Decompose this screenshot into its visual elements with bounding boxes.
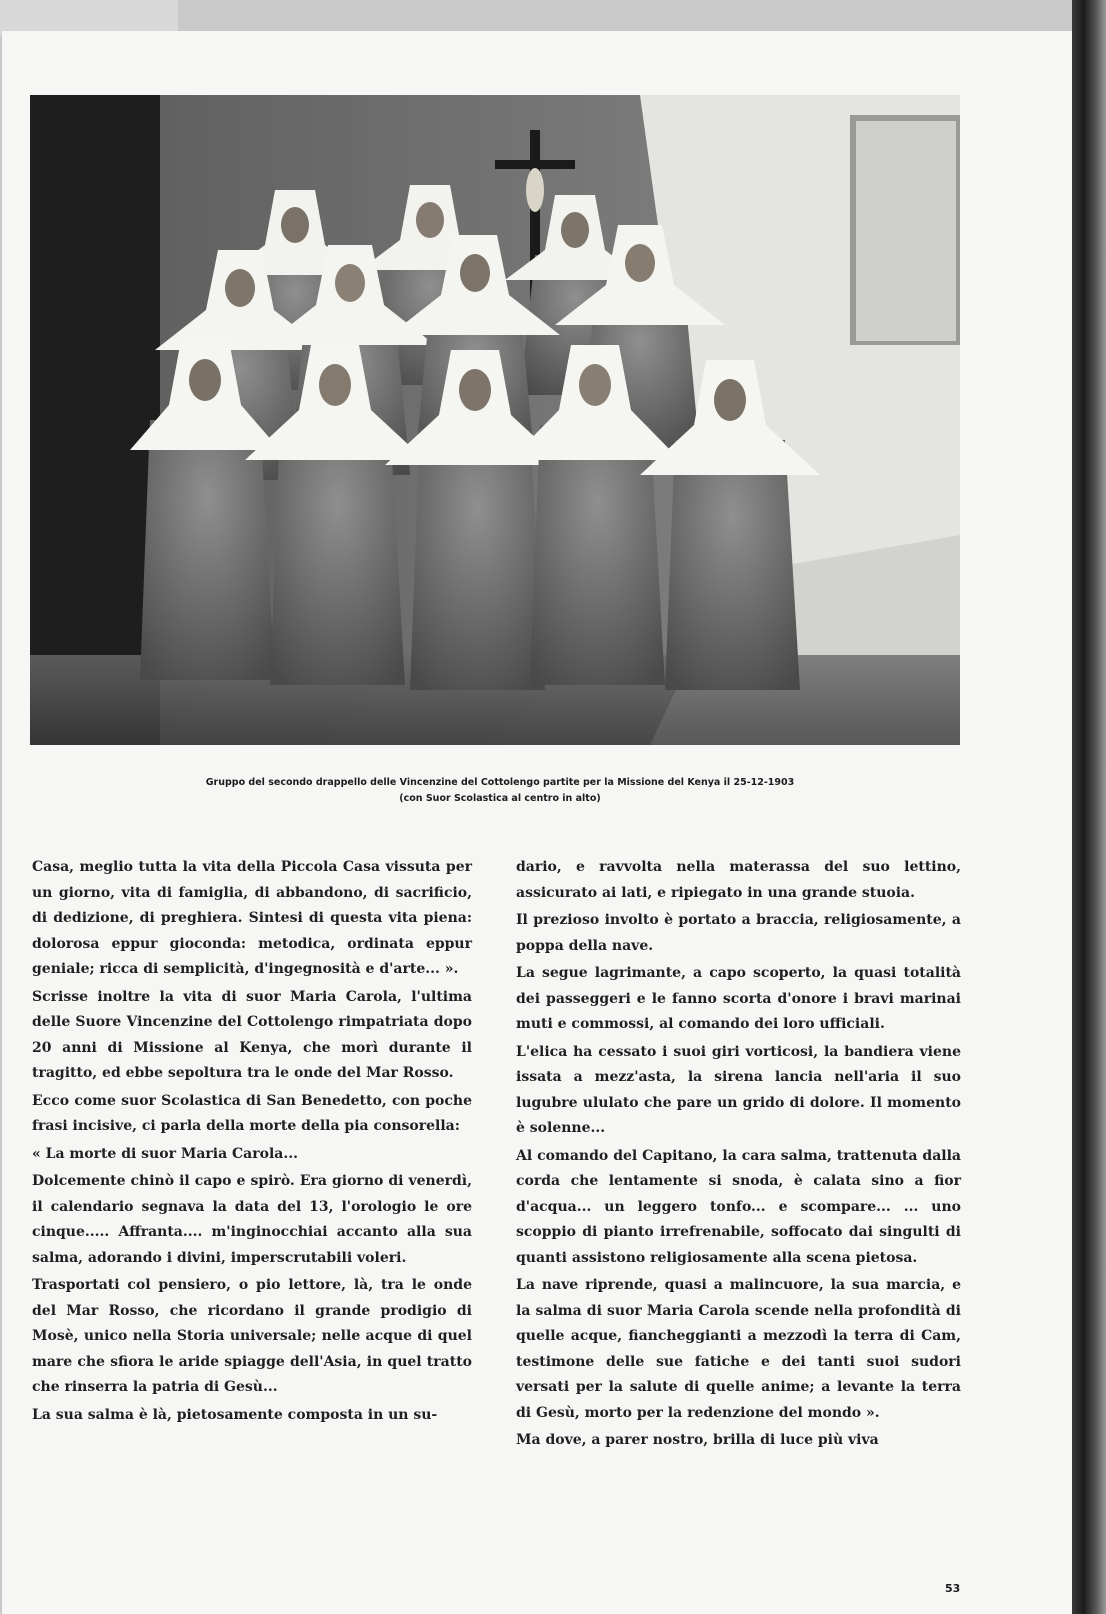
photo-caption — [100, 775, 900, 807]
paragraph: Scrisse inoltre la vita di suor Maria Carola, l'ultima delle Suore Vincenzine del Cottolengo rimpatriata dopo 20 anni di Missione al Kenya, che morì durante il tragitto, ed ebbe sepoltura tra le onde del Mar Rosso. — [32, 988, 472, 1081]
paragraph: L'elica ha cessato i suoi giri vorticosi, la bandiera viene issata a mezz'asta, la sirena lancia nell'aria il suo lugubre ululato che pare un grido di dolore. Il momento è solenne... — [516, 1043, 961, 1136]
paragraph: La sua salma è là, pietosamente composta in un su- — [32, 1406, 438, 1423]
paragraph: Casa, meglio tutta la vita della Piccola Casa vissuta per un giorno, vita di famiglia, di abbandono, di sacrificio, di dedizione, di preghiera. Sintesi di questa vita piena: dolorosa eppur gioconda: metodica, ordinata eppur geniale; ricca di semplicità, d'ingegnosità e d'arte... ». — [32, 859, 472, 977]
page-binding-edge — [1072, 0, 1106, 1614]
paragraph: Trasportati col pensiero, o pio lettore, là, tra le onde del Mar Rosso, che ricordano il grande prodigio di Mosè, unico nella Storia universale; nelle acque di quel mare che sfiora le aride spiagge dell'Asia, in quel tratto che rinserra la patria di Gesù... — [32, 1277, 472, 1395]
paragraph: Al comando del Capitano, la cara salma, trattenuta dalla corda che lentamente si snoda, è calata sino a fior d'acqua... un leggero tonfo... e scompare... ... uno scoppio di pianto irrefrenabile, soffocato dai singulti di quanti assistono religiosamente alla scena pietosa. — [516, 1147, 961, 1266]
caption-line-2: (con Suor Scolastica al centro in alto) — [399, 793, 601, 804]
nun-front-row — [130, 340, 820, 690]
paragraph: Dolcemente chinò il capo e spirò. Era giorno di venerdì, il calendario segnava la data del 13, l'orologio le ore cinque..... Affranta.... m'inginocchiai accanto alla sua salma, adorando i divini, imperscrutabili voleri. — [32, 1173, 472, 1266]
paragraph: Ma dove, a parer nostro, brilla di luce più viva — [516, 1432, 879, 1448]
paragraph: La nave riprende, quasi a malincuore, la sua marcia, e la salma di suor Maria Carola scende nella profondità di quelle acque, fiancheggianti a mezzodì la terra di Cam, testimone delle sue fatiche e dei tanti suoi sudori versati per la salute di quelle anime; a levante la terra di Gesù, morto per la redenzione del mondo ». — [516, 1277, 961, 1421]
group-photo — [30, 95, 960, 745]
left-text-column — [32, 855, 472, 1430]
paragraph: dario, e ravvolta nella materassa del suo lettino, assicurato ai lati, e ripiegato in una grande stuoia. — [516, 859, 961, 901]
paragraph: « La morte di suor Maria Carola... — [32, 1145, 298, 1162]
paragraph: Il prezioso involto è portato a braccia, religiosamente, a poppa della nave. — [516, 912, 961, 954]
page-number: 53 — [945, 1582, 961, 1595]
paragraph: La segue lagrimante, a capo scoperto, la quasi totalità dei passeggeri e le fanno scorta d'onore i bravi marinai muti e commossi, al comando dei loro ufficiali. — [516, 965, 961, 1032]
right-text-column — [516, 855, 961, 1456]
caption-line-1: Gruppo del secondo drappello delle Vincenzine del Cottolengo partite per la Missione del Kenya il 25-12-1903 — [205, 777, 795, 788]
paragraph: Ecco come suor Scolastica di San Benedetto, con poche frasi incisive, ci parla della morte della pia consorella: — [32, 1092, 472, 1134]
